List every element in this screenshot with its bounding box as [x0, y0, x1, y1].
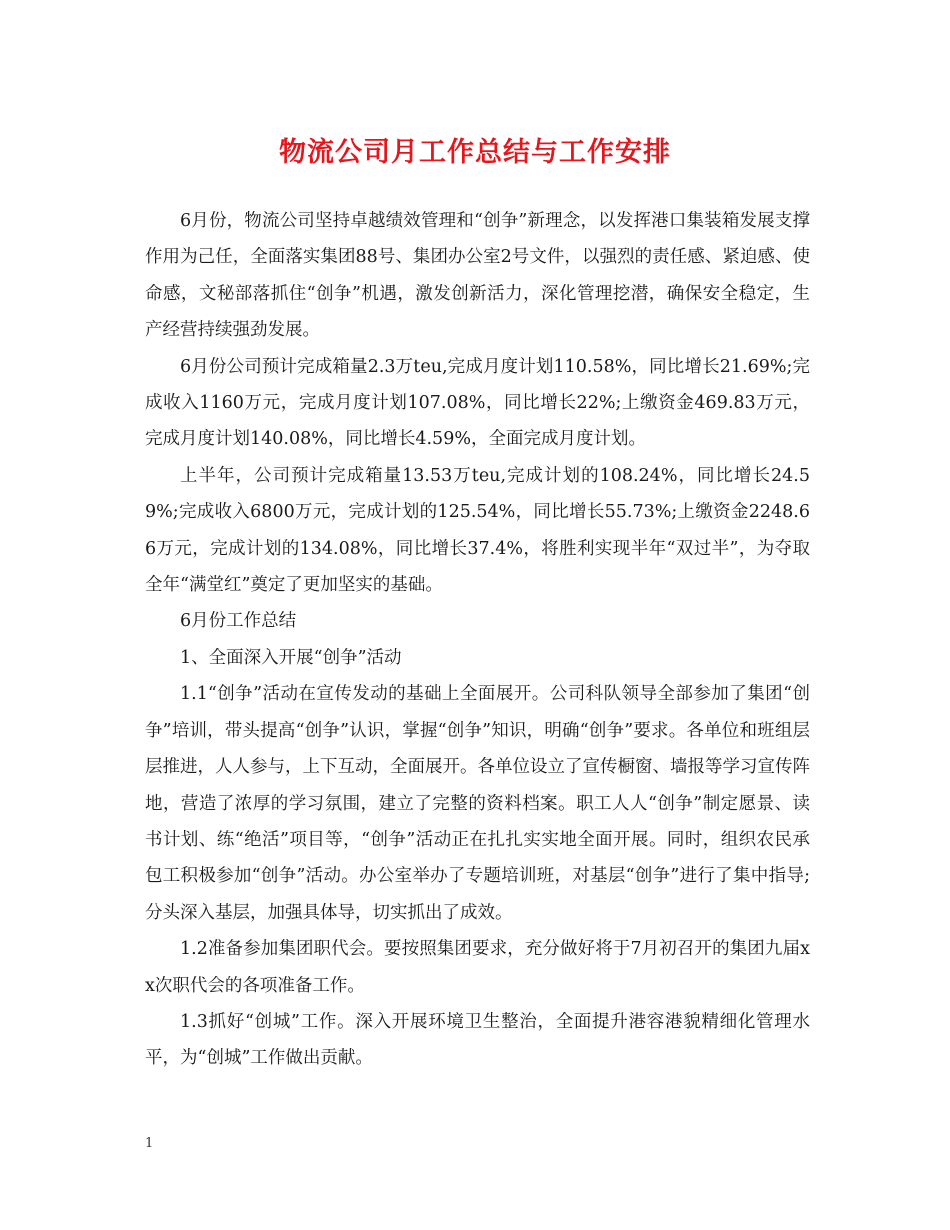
document-title: 物流公司月工作总结与工作安排 — [279, 137, 671, 168]
section-heading-june-summary: 6月份工作总结 — [180, 611, 297, 632]
section-heading-chuangzheng: 1、全面深入开展“创争”活动 — [180, 647, 402, 668]
paragraph-intro: 6月份，物流公司坚持卓越绩效管理和“创争”新理念，以发挥港口集装箱发展支撑作用为己任，全面落实集团88号、集团办公室2号文件，以强烈的责任感、紧迫感、使命感，文秘部落抓住“创争”机遇，激发创新活力，深化管理挖潜，确保安全稳定，生产经营持续强劲发展。 — [145, 211, 810, 341]
paragraph-half-year-results: 上半年，公司预计完成箱量13.53万teu,完成计划的108.24%，同比增长24.59%;完成收入6800万元，完成计划的125.54%，同比增长55.73%;上缴资金2248.66万元，完成计划的134.08%，同比增长37.4%，将胜利实现半年“双过半”，为夺取全年“满堂红”奠定了更加坚实的基础。 — [145, 465, 810, 596]
paragraph-item-1-1: 1.1“创争”活动在宣传发动的基础上全面展开。公司科队领导全部参加了集团“创争”培训，带头提高“创争”认识，掌握“创争”知识，明确“创争”要求。各单位和班组层层推进，人人参与，上下互动，全面展开。各单位设立了宣传橱窗、墙报等学习宣传阵地，营造了浓厚的学习氛围，建立了完整的资料档案。职工人人“创争”制定愿景、读书计划、练“绝活”项目等，“创争”活动正在扎扎实实地全面开展。同时，组织农民承包工积极参加“创争”活动。办公室举办了专题培训班，对基层“创争”进行了集中指导;分头深入基层，加强具体导，切实抓出了成效。 — [145, 684, 810, 923]
page-number: 1 — [145, 1136, 154, 1151]
paragraph-item-1-3: 1.3抓好“创城”工作。深入开展环境卫生整治，全面提升港容港貌精细化管理水平，为“创城”工作做出贡献。 — [145, 1011, 810, 1069]
paragraph-june-results: 6月份公司预计完成箱量2.3万teu,完成月度计划110.58%，同比增长21.69%;完成收入1160万元，完成月度计划107.08%，同比增长22%;上缴资金469.83万元，完成月度计划140.08%，同比增长4.59%，全面完成月度计划。 — [145, 356, 810, 450]
document-body — [145, 203, 810, 1077]
paragraph-item-1-2: 1.2准备参加集团职代会。要按照集团要求，充分做好将于7月初召开的集团九届xx次职代会的各项准备工作。 — [145, 939, 810, 996]
